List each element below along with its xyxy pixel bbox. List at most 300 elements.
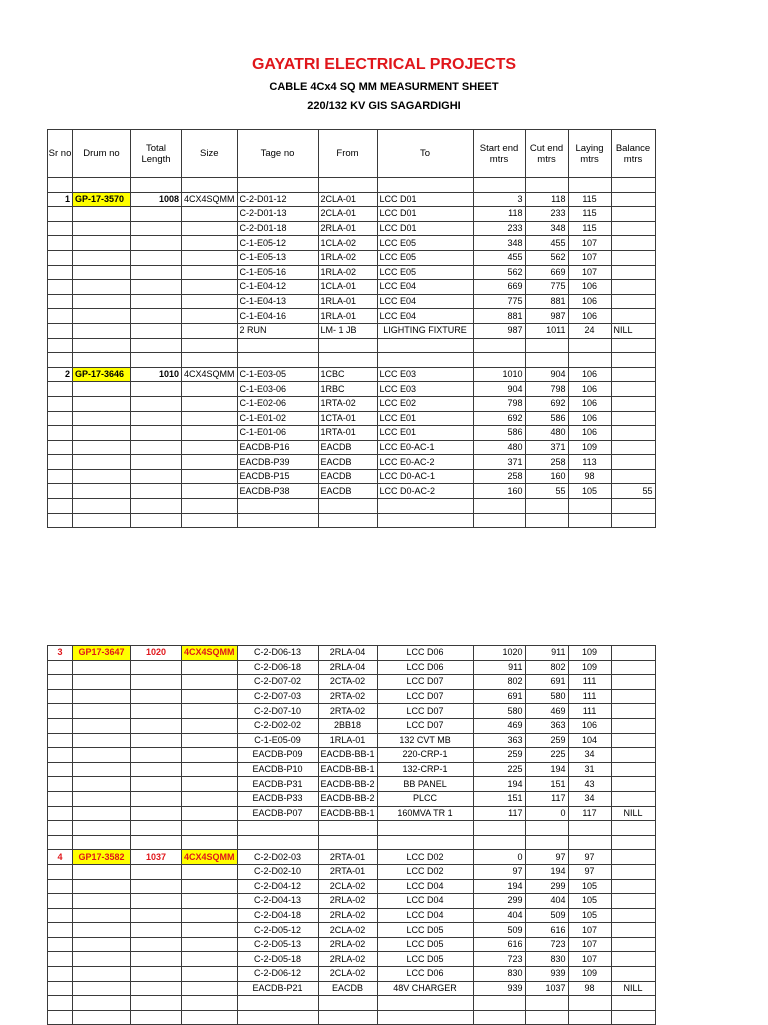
table-cell: 151	[525, 777, 568, 792]
table-cell: 802	[525, 660, 568, 675]
table-cell: C-1-E02-06	[237, 396, 318, 411]
table-cell	[73, 981, 131, 996]
table-cell	[611, 835, 655, 850]
table-cell: LCC D04	[377, 908, 473, 923]
table-cell: 2CLA-02	[318, 879, 377, 894]
table-cell	[48, 923, 73, 938]
table-cell: 469	[473, 718, 525, 733]
table-cell	[611, 850, 655, 865]
table-cell: 98	[568, 981, 611, 996]
table-cell: C-1-E05-16	[237, 265, 318, 280]
table-cell	[473, 178, 525, 193]
table-cell: EACDB-P21	[237, 981, 318, 996]
table-cell	[48, 879, 73, 894]
col-header: Cut end mtrs	[525, 130, 568, 178]
table-cell: 106	[568, 396, 611, 411]
table-cell: EACDB-BB-2	[318, 777, 377, 792]
table-cell: 2CTA-02	[318, 675, 377, 690]
table-cell	[131, 294, 182, 309]
table-cell	[611, 353, 655, 368]
table-cell: 2RTA-01	[318, 864, 377, 879]
table-cell: 0	[473, 850, 525, 865]
table-cell	[131, 323, 182, 338]
table-cell: 107	[568, 937, 611, 952]
table-cell	[611, 280, 655, 295]
table-cell	[131, 864, 182, 879]
table-cell: 1037	[131, 850, 182, 865]
table-row	[48, 250, 656, 265]
table-cell: 2RLA-02	[318, 894, 377, 909]
table-cell	[48, 382, 73, 397]
table-cell	[611, 499, 655, 514]
table-cell	[73, 675, 131, 690]
table-cell: LCC D07	[377, 704, 473, 719]
table-row	[48, 777, 656, 792]
table-cell	[131, 733, 182, 748]
table-row	[48, 455, 656, 470]
spacer-row	[48, 178, 656, 193]
table-cell	[131, 469, 182, 484]
table-cell: 802	[473, 675, 525, 690]
table-cell: 580	[473, 704, 525, 719]
table-cell: 220-CRP-1	[377, 748, 473, 763]
table-cell: 1020	[473, 646, 525, 661]
table-cell: 480	[473, 440, 525, 455]
table-cell: 107	[568, 952, 611, 967]
table-cell: EACDB	[318, 981, 377, 996]
table-row	[48, 382, 656, 397]
table-cell: 1RLA-02	[318, 250, 377, 265]
table-cell	[182, 952, 238, 967]
table-cell	[182, 675, 238, 690]
table-cell	[237, 513, 318, 528]
table-cell	[318, 821, 377, 836]
table-cell	[73, 704, 131, 719]
table-cell: 881	[473, 309, 525, 324]
table-cell: C-1-E04-12	[237, 280, 318, 295]
col-header: Tage no	[237, 130, 318, 178]
table-cell: 692	[473, 411, 525, 426]
table-cell	[73, 499, 131, 514]
table-cell: 55	[611, 484, 655, 499]
table-cell	[182, 236, 238, 251]
table-cell	[568, 1010, 611, 1025]
table-cell: 363	[525, 718, 568, 733]
table-cell: LCC E01	[377, 426, 473, 441]
table-cell: 160MVA TR 1	[377, 806, 473, 821]
table-cell: LCC E04	[377, 280, 473, 295]
table-cell	[611, 309, 655, 324]
table-cell: 480	[525, 426, 568, 441]
table-cell	[611, 265, 655, 280]
table-cell: LCC D05	[377, 952, 473, 967]
table-cell: 97	[473, 864, 525, 879]
table-cell	[48, 250, 73, 265]
table-cell	[73, 440, 131, 455]
table-cell	[131, 353, 182, 368]
table-cell	[48, 718, 73, 733]
table-cell: 34	[568, 748, 611, 763]
spacer-row	[48, 338, 656, 353]
table-cell: C-2-D05-18	[237, 952, 318, 967]
table-cell: 1010	[473, 367, 525, 382]
table-cell	[48, 499, 73, 514]
table-cell	[237, 353, 318, 368]
table-cell	[131, 835, 182, 850]
table-row	[48, 748, 656, 763]
table-cell	[611, 952, 655, 967]
table-cell: 1RLA-01	[318, 309, 377, 324]
table-cell: 691	[473, 689, 525, 704]
table-cell: C-2-D06-13	[237, 646, 318, 661]
table-cell	[568, 513, 611, 528]
table-cell	[182, 265, 238, 280]
table-cell	[611, 718, 655, 733]
table-cell: 987	[525, 309, 568, 324]
table-cell	[377, 1010, 473, 1025]
table-cell: C-2-D07-02	[237, 675, 318, 690]
table-cell	[131, 996, 182, 1011]
table-cell: 2CLA-01	[318, 207, 377, 222]
table-cell: LCC E04	[377, 294, 473, 309]
table-cell: EACDB-P09	[237, 748, 318, 763]
table-cell: 904	[525, 367, 568, 382]
table-row	[48, 791, 656, 806]
table-cell	[237, 338, 318, 353]
table-cell	[131, 455, 182, 470]
table-cell: 48V CHARGER	[377, 981, 473, 996]
table-row	[48, 923, 656, 938]
table-cell: LCC D0-AC-2	[377, 484, 473, 499]
table-cell: 616	[473, 937, 525, 952]
table-cell	[48, 207, 73, 222]
table-cell: 118	[473, 207, 525, 222]
table-cell: NILL	[611, 323, 655, 338]
table-cell	[611, 923, 655, 938]
table-cell: 4CX4SQMM	[182, 850, 238, 865]
table-cell	[611, 411, 655, 426]
table-cell: 3	[48, 646, 73, 661]
table-cell	[48, 864, 73, 879]
table-cell: 4CX4SQMM	[182, 367, 238, 382]
table-row	[48, 440, 656, 455]
table-cell: 1RTA-01	[318, 426, 377, 441]
table-cell: 562	[525, 250, 568, 265]
table-cell: 1RLA-01	[318, 294, 377, 309]
table-cell	[131, 236, 182, 251]
table-cell	[473, 499, 525, 514]
table-cell	[73, 396, 131, 411]
table-cell	[525, 353, 568, 368]
table-cell	[48, 484, 73, 499]
table-cell	[131, 791, 182, 806]
table-cell	[182, 689, 238, 704]
table-cell: C-1-E04-13	[237, 294, 318, 309]
table-cell	[48, 937, 73, 952]
table-row	[48, 367, 656, 382]
table-cell	[182, 791, 238, 806]
table-cell: C-2-D02-02	[237, 718, 318, 733]
table-cell	[182, 499, 238, 514]
table-cell: 692	[525, 396, 568, 411]
table-row	[48, 908, 656, 923]
table-cell: 55	[525, 484, 568, 499]
table-cell: 225	[525, 748, 568, 763]
table-cell	[73, 718, 131, 733]
table-cell	[377, 513, 473, 528]
table-cell: 2RLA-04	[318, 660, 377, 675]
table-cell	[377, 338, 473, 353]
table-cell	[182, 484, 238, 499]
table-cell: LCC D07	[377, 675, 473, 690]
table-cell	[131, 879, 182, 894]
table-row	[48, 675, 656, 690]
table-cell	[182, 806, 238, 821]
table-cell	[568, 821, 611, 836]
table-cell: 299	[473, 894, 525, 909]
table-cell	[182, 777, 238, 792]
table-cell	[182, 382, 238, 397]
table-cell: 233	[473, 221, 525, 236]
table-cell: GP17-3647	[73, 646, 131, 661]
table-cell	[568, 353, 611, 368]
table-cell	[73, 178, 131, 193]
table-cell: 117	[525, 791, 568, 806]
table-cell: BB PANEL	[377, 777, 473, 792]
table-row	[48, 294, 656, 309]
table-cell: 160	[473, 484, 525, 499]
table-cell	[48, 777, 73, 792]
table-cell: 111	[568, 675, 611, 690]
table-cell: 106	[568, 718, 611, 733]
table-cell	[525, 338, 568, 353]
table-cell	[131, 748, 182, 763]
table-row	[48, 265, 656, 280]
table-cell	[182, 704, 238, 719]
table-cell: 691	[525, 675, 568, 690]
table-cell	[237, 821, 318, 836]
table-cell	[182, 469, 238, 484]
table-cell	[48, 440, 73, 455]
table-cell	[73, 294, 131, 309]
table-cell	[611, 908, 655, 923]
table-cell	[73, 426, 131, 441]
col-header: To	[377, 130, 473, 178]
table-cell	[48, 221, 73, 236]
table-cell: LCC D0-AC-1	[377, 469, 473, 484]
table-cell	[73, 733, 131, 748]
table-cell	[182, 981, 238, 996]
table-cell: 1RTA-02	[318, 396, 377, 411]
table-row	[48, 689, 656, 704]
table-cell	[611, 250, 655, 265]
table-cell	[611, 513, 655, 528]
table-cell	[73, 513, 131, 528]
table-cell: C-2-D01-13	[237, 207, 318, 222]
spacer-row	[48, 996, 656, 1011]
table-cell	[131, 499, 182, 514]
table-cell	[182, 323, 238, 338]
table-cell: LIGHTING FIXTURE	[377, 323, 473, 338]
table-row	[48, 192, 656, 207]
table-cell	[73, 382, 131, 397]
table-cell: LCC D02	[377, 850, 473, 865]
table-cell	[611, 338, 655, 353]
table-cell	[182, 923, 238, 938]
table-cell: 2RTA-01	[318, 850, 377, 865]
table-row	[48, 646, 656, 661]
table-cell	[568, 835, 611, 850]
table-cell	[131, 265, 182, 280]
table-cell	[237, 1010, 318, 1025]
table-row	[48, 426, 656, 441]
table-cell	[318, 996, 377, 1011]
table-cell: 106	[568, 426, 611, 441]
table-cell	[611, 646, 655, 661]
table-cell: 115	[568, 192, 611, 207]
table-cell: 107	[568, 923, 611, 938]
table-cell	[318, 835, 377, 850]
table-cell	[73, 1010, 131, 1025]
table-cell	[48, 908, 73, 923]
table-cell	[73, 864, 131, 879]
col-header: From	[318, 130, 377, 178]
spacer-row	[48, 1010, 656, 1025]
table-cell: 258	[525, 455, 568, 470]
table-cell	[318, 513, 377, 528]
table-row	[48, 864, 656, 879]
col-header: Drum no	[73, 130, 131, 178]
table-cell	[73, 908, 131, 923]
table-cell: C-1-E01-06	[237, 426, 318, 441]
table-row	[48, 236, 656, 251]
table-cell	[473, 353, 525, 368]
table-cell	[48, 733, 73, 748]
table-cell: 106	[568, 294, 611, 309]
table-cell: 830	[525, 952, 568, 967]
table-cell	[73, 791, 131, 806]
table-cell: 107	[568, 236, 611, 251]
table-cell	[377, 499, 473, 514]
table-row	[48, 981, 656, 996]
table-cell	[611, 455, 655, 470]
table-cell: 97	[568, 864, 611, 879]
table-cell: 107	[568, 250, 611, 265]
table-cell: 106	[568, 411, 611, 426]
table-row	[48, 207, 656, 222]
table-cell: 363	[473, 733, 525, 748]
table-row	[48, 894, 656, 909]
table-cell	[131, 981, 182, 996]
table-row	[48, 323, 656, 338]
table-cell: C-2-D02-03	[237, 850, 318, 865]
table-cell: 109	[568, 660, 611, 675]
table-cell	[611, 236, 655, 251]
table-cell: LCC D05	[377, 937, 473, 952]
table-cell	[131, 309, 182, 324]
table-cell: 104	[568, 733, 611, 748]
table-cell	[131, 484, 182, 499]
table-cell: LCC D06	[377, 646, 473, 661]
table-cell: 31	[568, 762, 611, 777]
table-row	[48, 762, 656, 777]
table-cell: LM- 1 JB	[318, 323, 377, 338]
table-cell: 404	[525, 894, 568, 909]
table-cell: C-2-D04-12	[237, 879, 318, 894]
table-cell	[611, 1010, 655, 1025]
table-cell	[182, 338, 238, 353]
table-cell: 107	[568, 265, 611, 280]
table-cell	[73, 280, 131, 295]
table-cell: LCC D01	[377, 207, 473, 222]
table-cell	[131, 806, 182, 821]
table-cell	[237, 835, 318, 850]
table-cell	[48, 396, 73, 411]
col-header: Laying mtrs	[568, 130, 611, 178]
table-cell: 586	[473, 426, 525, 441]
table-cell	[182, 513, 238, 528]
table-cell	[48, 762, 73, 777]
table-cell: C-1-E01-02	[237, 411, 318, 426]
table-cell	[131, 513, 182, 528]
table-cell	[182, 207, 238, 222]
table-cell	[182, 455, 238, 470]
table-cell: 225	[473, 762, 525, 777]
table-cell	[182, 411, 238, 426]
table-cell: 4CX4SQMM	[182, 646, 238, 661]
table-cell	[182, 440, 238, 455]
table-cell: LCC E01	[377, 411, 473, 426]
table-cell: 105	[568, 484, 611, 499]
table-cell: 2RTA-02	[318, 689, 377, 704]
table-cell: 348	[525, 221, 568, 236]
table-cell: LCC D04	[377, 894, 473, 909]
table-cell: 1CTA-01	[318, 411, 377, 426]
table-cell	[611, 879, 655, 894]
table-cell: C-1-E05-09	[237, 733, 318, 748]
table-cell: 2CLA-02	[318, 923, 377, 938]
table-cell: EACDB-BB-2	[318, 791, 377, 806]
table-cell	[611, 192, 655, 207]
table-cell	[131, 777, 182, 792]
table-cell	[48, 675, 73, 690]
table-cell	[611, 791, 655, 806]
table-cell: 106	[568, 367, 611, 382]
sheet-title: CABLE 4Cx4 SQ MM MEASURMENT SHEET	[269, 81, 499, 93]
table-cell: 105	[568, 879, 611, 894]
table-cell: 115	[568, 207, 611, 222]
table-cell	[182, 908, 238, 923]
table-cell	[131, 660, 182, 675]
table-cell: LCC D01	[377, 192, 473, 207]
table-cell	[131, 411, 182, 426]
table-cell: 43	[568, 777, 611, 792]
table-cell: 830	[473, 967, 525, 982]
table-cell: 194	[525, 864, 568, 879]
table-cell: 939	[473, 981, 525, 996]
table-cell: GP17-3582	[73, 850, 131, 865]
table-cell	[73, 923, 131, 938]
table-cell	[73, 221, 131, 236]
table-cell	[48, 952, 73, 967]
table-cell: C-2-D01-12	[237, 192, 318, 207]
table-cell	[182, 426, 238, 441]
table-cell: C-2-D06-12	[237, 967, 318, 982]
table-cell	[611, 469, 655, 484]
table-cell	[182, 309, 238, 324]
table-cell: EACDB	[318, 455, 377, 470]
table-cell: C-1-E04-16	[237, 309, 318, 324]
